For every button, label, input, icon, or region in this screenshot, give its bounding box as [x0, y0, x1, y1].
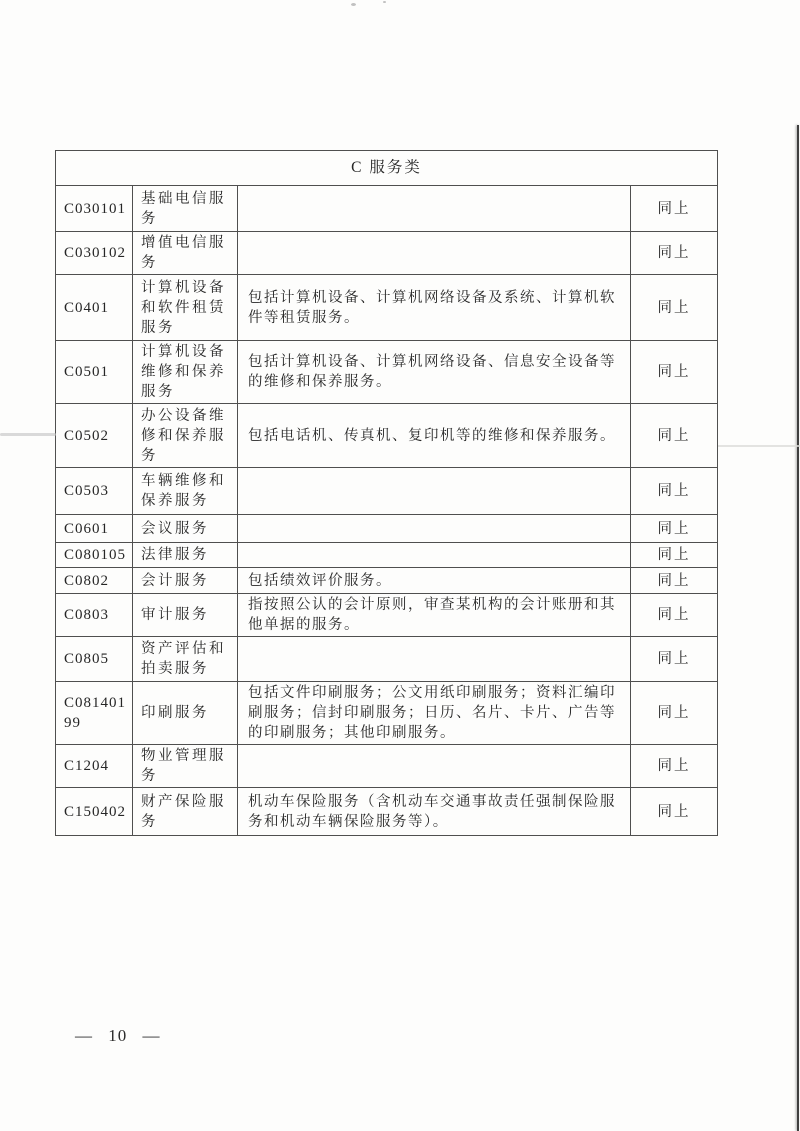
table-row	[56, 568, 718, 594]
code-cell: C0601	[56, 515, 133, 543]
table-row	[56, 515, 718, 543]
page-number: — 10 —	[75, 1026, 161, 1045]
description-cell	[238, 543, 631, 568]
table-row	[56, 788, 718, 836]
table-row	[56, 543, 718, 568]
note-cell: 同上	[631, 745, 718, 788]
service-category-table	[55, 150, 718, 836]
code-cell: C08140199	[56, 682, 133, 745]
name-cell: 会计服务	[133, 568, 238, 594]
code-cell: C150402	[56, 788, 133, 836]
table-row	[56, 745, 718, 788]
name-cell: 物业管理服务	[133, 745, 238, 788]
name-cell: 车辆维修和保养服务	[133, 468, 238, 515]
description-cell: 指按照公认的会计原则，审查某机构的会计账册和其他单据的服务。	[238, 594, 631, 637]
name-cell: 审计服务	[133, 594, 238, 637]
note-cell: 同上	[631, 682, 718, 745]
table-row	[56, 682, 718, 745]
note-cell: 同上	[631, 468, 718, 515]
table-row	[56, 468, 718, 515]
name-cell: 会议服务	[133, 515, 238, 543]
code-cell: C0503	[56, 468, 133, 515]
scan-edge-artifact	[797, 125, 799, 1131]
code-cell: C0802	[56, 568, 133, 594]
description-cell	[238, 637, 631, 682]
scan-streak-artifact	[718, 445, 800, 447]
note-cell: 同上	[631, 788, 718, 836]
code-cell: C0803	[56, 594, 133, 637]
note-cell: 同上	[631, 543, 718, 568]
note-cell: 同上	[631, 232, 718, 275]
note-cell: 同上	[631, 404, 718, 468]
note-cell: 同上	[631, 568, 718, 594]
description-cell: 包括计算机设备、计算机网络设备、信息安全设备等的维修和保养服务。	[238, 341, 631, 404]
name-cell: 计算机设备和软件租赁服务	[133, 275, 238, 341]
scan-speck-artifact	[351, 3, 356, 6]
note-cell: 同上	[631, 637, 718, 682]
table-row	[56, 186, 718, 232]
note-cell: 同上	[631, 515, 718, 543]
description-cell	[238, 186, 631, 232]
description-cell	[238, 468, 631, 515]
table-body	[56, 186, 718, 836]
code-cell: C0501	[56, 341, 133, 404]
description-cell: 机动车保险服务（含机动车交通事故责任强制保险服务和机动车辆保险服务等）。	[238, 788, 631, 836]
table-row	[56, 232, 718, 275]
code-cell: C030101	[56, 186, 133, 232]
description-cell: 包括绩效评价服务。	[238, 568, 631, 594]
note-cell: 同上	[631, 341, 718, 404]
note-cell: 同上	[631, 594, 718, 637]
name-cell: 印刷服务	[133, 682, 238, 745]
code-cell: C080105	[56, 543, 133, 568]
scan-streak-artifact	[0, 433, 56, 436]
name-cell: 计算机设备维修和保养服务	[133, 341, 238, 404]
description-cell: 包括文件印刷服务；公文用纸印刷服务；资料汇编印刷服务；信封印刷服务；日历、名片、卡片、广告等的印刷服务；其他印刷服务。	[238, 682, 631, 745]
name-cell: 办公设备维修和保养服务	[133, 404, 238, 468]
table-row	[56, 404, 718, 468]
description-cell	[238, 232, 631, 275]
table-row	[56, 594, 718, 637]
category-header: C 服务类	[56, 151, 718, 186]
description-cell	[238, 515, 631, 543]
description-cell	[238, 745, 631, 788]
name-cell: 财产保险服务	[133, 788, 238, 836]
code-cell: C0502	[56, 404, 133, 468]
table-row	[56, 275, 718, 341]
table-row	[56, 341, 718, 404]
description-cell: 包括计算机设备、计算机网络设备及系统、计算机软件等租赁服务。	[238, 275, 631, 341]
name-cell: 资产评估和拍卖服务	[133, 637, 238, 682]
code-cell: C0805	[56, 637, 133, 682]
scan-speck-artifact	[383, 1, 386, 3]
name-cell: 基础电信服务	[133, 186, 238, 232]
description-cell: 包括电话机、传真机、复印机等的维修和保养服务。	[238, 404, 631, 468]
note-cell: 同上	[631, 186, 718, 232]
name-cell: 法律服务	[133, 543, 238, 568]
table-row	[56, 637, 718, 682]
name-cell: 增值电信服务	[133, 232, 238, 275]
code-cell: C0401	[56, 275, 133, 341]
code-cell: C030102	[56, 232, 133, 275]
category-header-row	[56, 151, 718, 186]
note-cell: 同上	[631, 275, 718, 341]
code-cell: C1204	[56, 745, 133, 788]
